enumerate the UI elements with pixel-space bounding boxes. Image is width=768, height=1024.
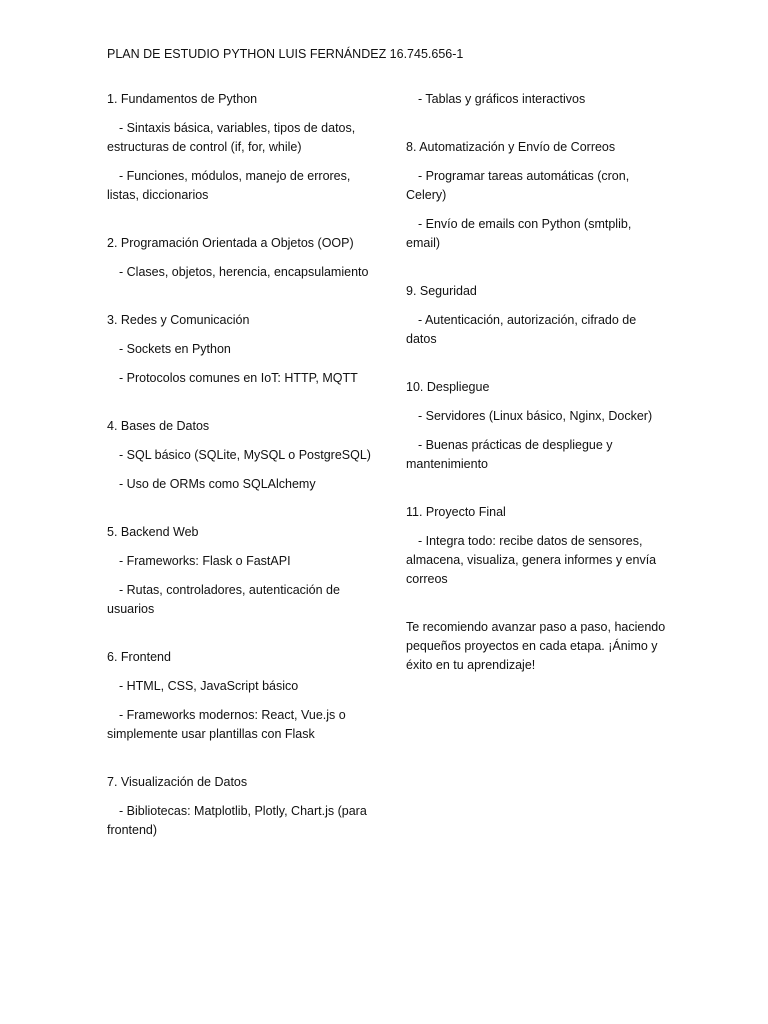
section-heading: 1. Fundamentos de Python	[107, 92, 258, 106]
list-item: - SQL básico (SQLite, MySQL o PostgreSQL)	[119, 448, 371, 462]
list-item: - Sockets en Python	[119, 342, 231, 356]
list-item: - Servidores (Linux básico, Nginx, Docker)	[418, 409, 653, 423]
section-heading: 8. Automatización y Envío de Correos	[406, 140, 616, 154]
section-heading: 5. Backend Web	[107, 525, 199, 539]
list-item: - Envío de emails con Python (smtplib, email)	[406, 217, 632, 250]
section-heading: 7. Visualización de Datos	[107, 775, 248, 789]
list-item: - Integra todo: recibe datos de sensores, almacena, visualiza, genera informes y envía correos	[406, 534, 657, 586]
list-item: - Buenas prácticas de despliegue y mantenimiento	[406, 438, 613, 471]
list-item: - Protocolos comunes en IoT: HTTP, MQTT	[119, 371, 358, 385]
section-heading: 9. Seguridad	[406, 284, 477, 298]
section-heading: 11. Proyecto Final	[406, 505, 506, 519]
list-item: - HTML, CSS, JavaScript básico	[119, 679, 299, 693]
section-heading: 2. Programación Orientada a Objetos (OOP)	[107, 236, 354, 250]
list-item: - Funciones, módulos, manejo de errores, listas, diccionarios	[107, 169, 351, 202]
section-heading: 10. Despliegue	[406, 380, 490, 394]
list-item: - Tablas y gráficos interactivos	[418, 92, 586, 106]
closing-note: Te recomiendo avanzar paso a paso, haciendo pequeños proyectos en cada etapa. ¡Ánimo y éxito en tu aprendizaje!	[406, 620, 666, 672]
section-heading: 4. Bases de Datos	[107, 419, 210, 433]
list-item: - Programar tareas automáticas (cron, Celery)	[406, 169, 630, 202]
list-item: - Clases, objetos, herencia, encapsulamiento	[119, 265, 369, 279]
left-column	[107, 90, 377, 850]
list-item: - Autenticación, autorización, cifrado de datos	[406, 313, 637, 346]
list-item: - Rutas, controladores, autenticación de usuarios	[107, 583, 340, 616]
right-column	[406, 90, 668, 685]
list-item: - Bibliotecas: Matplotlib, Plotly, Chart.js (para frontend)	[107, 804, 367, 837]
list-item: - Frameworks: Flask o FastAPI	[119, 554, 291, 568]
section-heading: 6. Frontend	[107, 650, 171, 664]
list-item: - Uso de ORMs como SQLAlchemy	[119, 477, 316, 491]
list-item: - Frameworks modernos: React, Vue.js o simplemente usar plantillas con Flask	[107, 708, 346, 741]
list-item: - Sintaxis básica, variables, tipos de datos, estructuras de control (if, for, while)	[107, 121, 356, 154]
document-title: PLAN DE ESTUDIO PYTHON LUIS FERNÁNDEZ 16.745.656-1	[107, 47, 464, 61]
section-heading: 3. Redes y Comunicación	[107, 313, 250, 327]
